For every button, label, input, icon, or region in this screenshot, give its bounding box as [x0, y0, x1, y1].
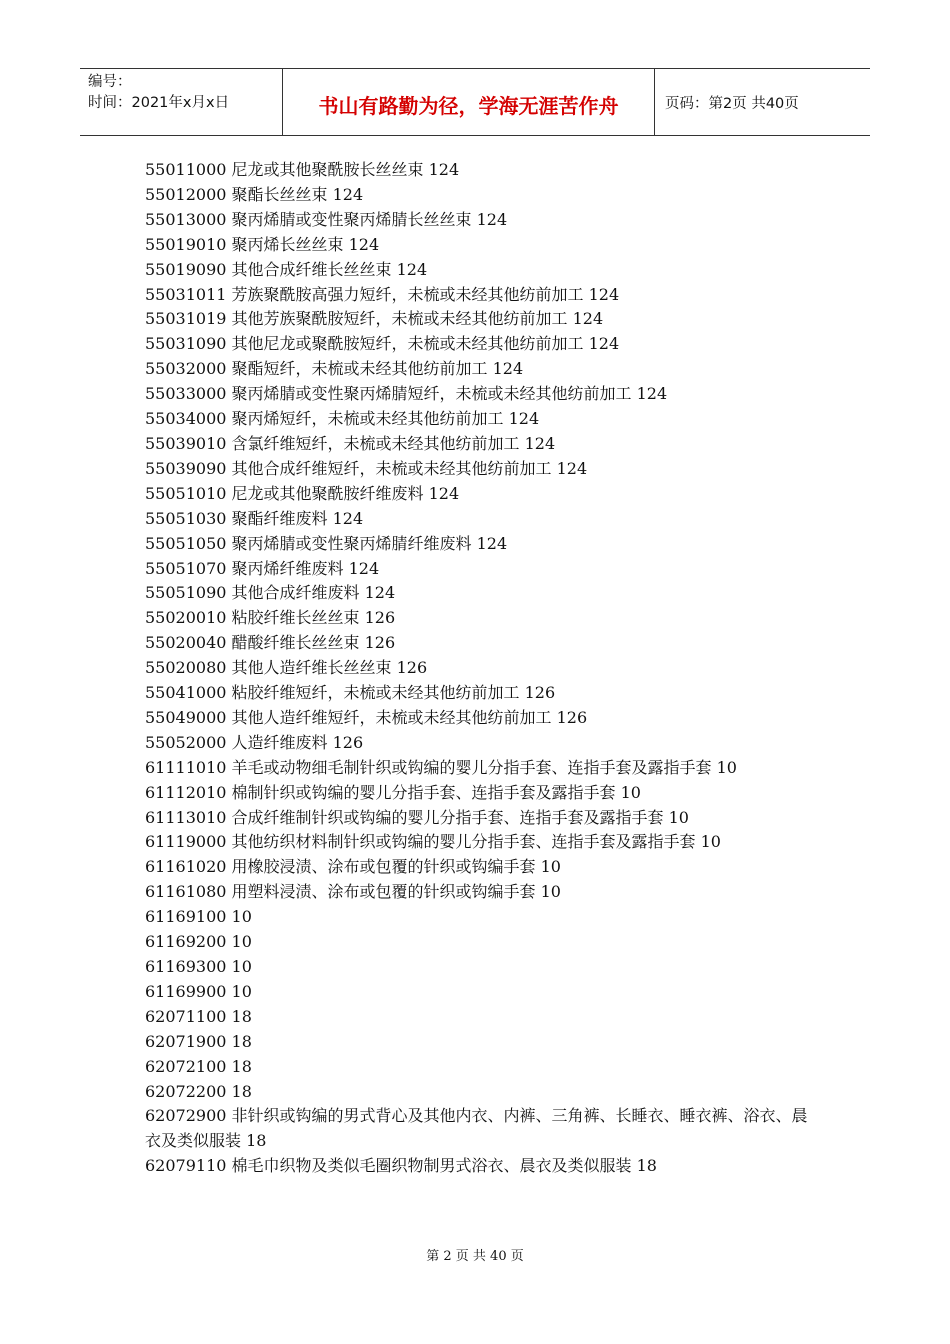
- tariff-entry: 62079110 棉毛巾织物及类似毛圈织物制男式浴衣、晨衣及类似服装 18: [145, 1156, 657, 1176]
- tariff-entry: 55051070 聚丙烯纤维废料 124: [145, 558, 380, 578]
- tariff-entry: 55019010 聚丙烯长丝丝束 124: [145, 234, 380, 254]
- tariff-entry: 55034000 聚丙烯短纤，未梳或未经其他纺前加工 124: [145, 409, 540, 429]
- tariff-entry: 55020080 其他人造纤维长丝丝束 126: [145, 658, 428, 678]
- tariff-entry: 55013000 聚丙烯腈或变性聚丙烯腈长丝丝束 124: [145, 209, 508, 229]
- tariff-entry: 55031011 芳族聚酰胺高强力短纤，未梳或未经其他纺前加工 124: [145, 284, 620, 304]
- tariff-entry: 55051010 尼龙或其他聚酰胺纤维废料 124: [145, 483, 460, 503]
- tariff-entry: 55019090 其他合成纤维长丝丝束 124: [145, 259, 428, 279]
- tariff-entry: 61169900 10: [145, 981, 252, 1001]
- tariff-entry: 61161080 用塑料浸渍、涂布或包覆的针织或钩编手套 10: [145, 882, 561, 902]
- tariff-entry: 61161020 用橡胶浸渍、涂布或包覆的针织或钩编手套 10: [145, 857, 561, 877]
- header-motto: 书山有路勤为径，学海无涯苦作舟: [283, 69, 655, 135]
- tariff-entry: 55033000 聚丙烯腈或变性聚丙烯腈短纤，未梳或未经其他纺前加工 124: [145, 384, 668, 404]
- tariff-entry: 61119000 其他纺织材料制针织或钩编的婴儿分指手套、连指手套及露指手套 10: [145, 832, 721, 852]
- tariff-entry: 55039010 含氯纤维短纤，未梳或未经其他纺前加工 124: [145, 433, 556, 453]
- tariff-entry: 55020010 粘胶纤维长丝丝束 126: [145, 608, 396, 628]
- tariff-entry: 62071900 18: [145, 1031, 252, 1051]
- tariff-entry: 55049000 其他人造纤维短纤，未梳或未经其他纺前加工 126: [145, 707, 588, 727]
- tariff-entry: 55031090 其他尼龙或聚酰胺短纤，未梳或未经其他纺前加工 124: [145, 334, 620, 354]
- tariff-entry: 61113010 合成纤维制针织或钩编的婴儿分指手套、连指手套及露指手套 10: [145, 807, 689, 827]
- tariff-entry: 55051090 其他合成纤维废料 124: [145, 583, 396, 603]
- tariff-entry: 62072900 非针织或钩编的男式背心及其他内衣、内裤、三角裤、长睡衣、睡衣裤、浴衣、晨衣及类似服装 18: [145, 1106, 808, 1151]
- tariff-entry: 55031019 其他芳族聚酰胺短纤，未梳或未经其他纺前加工 124: [145, 309, 604, 329]
- tariff-entry: 61169100 10: [145, 907, 252, 927]
- tariff-entry: 55051030 聚酯纤维废料 124: [145, 508, 364, 528]
- tariff-entry: 55032000 聚酯短纤，未梳或未经其他纺前加工 124: [145, 359, 524, 379]
- tariff-entry: 55052000 人造纤维废料 126: [145, 732, 364, 752]
- tariff-entry: 61112010 棉制针织或钩编的婴儿分指手套、连指手套及露指手套 10: [145, 782, 641, 802]
- tariff-entry: 55011000 尼龙或其他聚酰胺长丝丝束 124: [145, 160, 460, 179]
- header-page-info: 页码：第2页 共40页: [665, 95, 799, 112]
- document-date: 时间：2021年x月x日: [88, 95, 230, 111]
- tariff-entry: 61111010 羊毛或动物细毛制针织或钩编的婴儿分指手套、连指手套及露指手套 10: [145, 757, 737, 777]
- tariff-entry: 55020040 醋酸纤维长丝丝束 126: [145, 633, 396, 653]
- tariff-list: [145, 158, 815, 1179]
- tariff-entry: 55012000 聚酯长丝丝束 124: [145, 184, 364, 204]
- tariff-entry: 62071100 18: [145, 1006, 252, 1026]
- page-footer: 第 2 页 共 40 页: [426, 1249, 524, 1264]
- tariff-entry: 55041000 粘胶纤维短纤，未梳或未经其他纺前加工 126: [145, 683, 556, 703]
- page-header: [80, 68, 870, 136]
- tariff-entry: 62072200 18: [145, 1081, 252, 1101]
- tariff-entry: 61169200 10: [145, 932, 252, 952]
- header-meta: [80, 69, 283, 135]
- document-number-label: 编号：: [88, 74, 132, 90]
- tariff-entry: 62072100 18: [145, 1056, 252, 1076]
- tariff-entry: 61169300 10: [145, 957, 252, 976]
- tariff-entry: 55039090 其他合成纤维短纤，未梳或未经其他纺前加工 124: [145, 458, 588, 478]
- tariff-entry: 55051050 聚丙烯腈或变性聚丙烯腈纤维废料 124: [145, 533, 508, 553]
